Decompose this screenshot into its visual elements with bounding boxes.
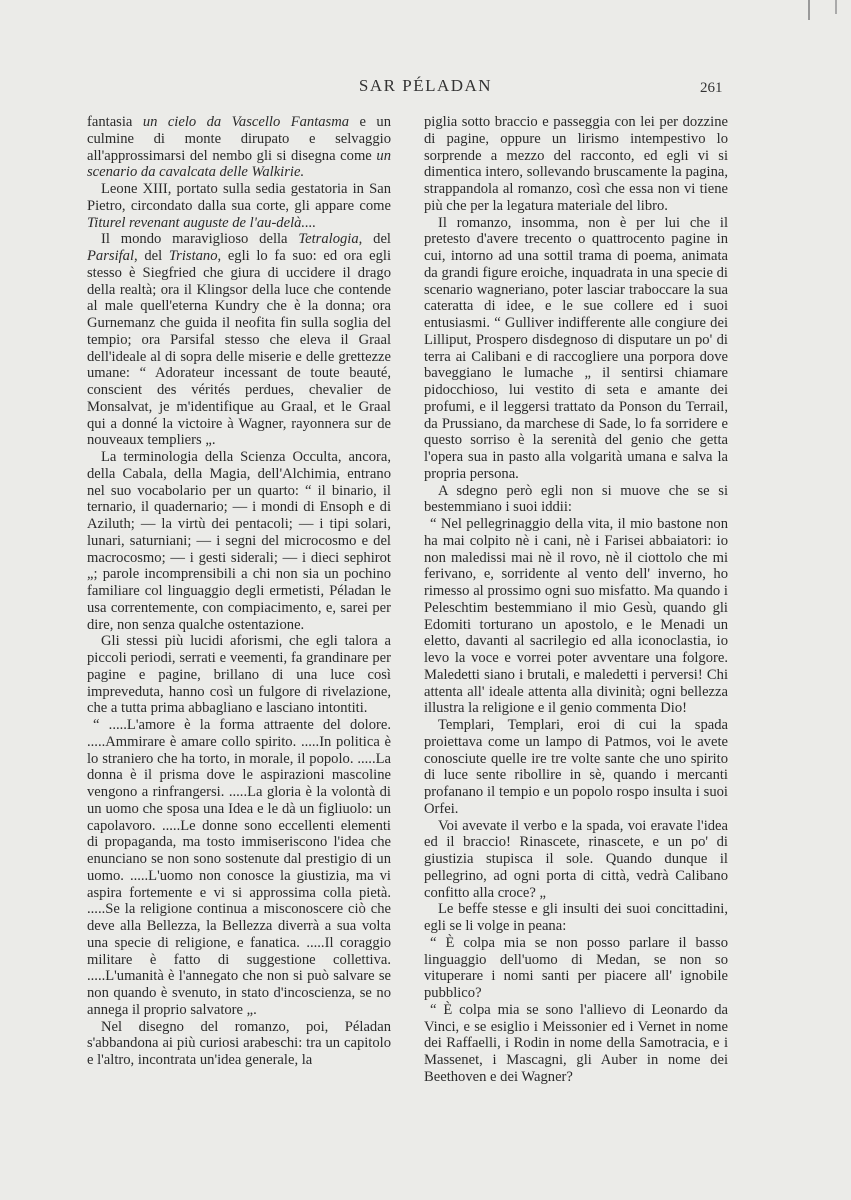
paragraph: Il mondo maraviglioso della Tetralogia, del Parsifal, del Tristano, egli lo fa suo: ed ora egli stesso è Siegfried che giura di uccidere il drago della realtà; ora il Klingsor della luce che contende al male quell'eterna Kundry che è la donna; ora Gurnemanz che guida il neofita fin sulla soglia del tempio; ora Parsifal stesso che eleva il Graal dell'ideale al di sopra delle miserie e delle grettezze umane: “ Adorateur incessant de toute beauté, conscient des vérités perdues, chevalier de Monsalvat, je m'identifique au Graal, et le Graal qui a donné la victoire à Wagner, rayonnera sur de nouveaux templiers „. xyxy=(87,231,391,449)
page-number: 261 xyxy=(700,80,723,96)
scan-edge-mark xyxy=(808,0,810,20)
paragraph: Leone XIII, portato sulla sedia gestatoria in San Pietro, circondato dalla sua corte, gli appare come Titurel revenant auguste de l'au-delà.... xyxy=(87,181,391,231)
italic-title: Parsifal xyxy=(87,248,135,264)
left-column xyxy=(87,114,391,1069)
paragraph: fantasia un cielo da Vascello Fantasma e un culmine di monte dirupato e selvaggio all'approssimarsi del nembo gli si disegna come un scenario da cavalcata delle Walkirie. xyxy=(87,114,391,181)
italic-title: Tetralogia xyxy=(298,231,359,248)
paragraph: Il romanzo, insomma, non è per lui che il pretesto d'avere trecento o quattrocento pagine in cui, intorno ad una sottil trama di poema, animata da grandi figure eroiche, inquadrata in una specie di scenario wagneriano, poter lasciar traboccare la sua cateratta di idee, e le sue collere ed i suoi entusiasmi. “ Gulliver indifferente alle congiure dei Lilliput, Prospero disdegnoso di disputare un po' di terra ai Calibani e di raccogliere una porpora dove baveggiano le lumache „ il sentirsi chiamare pidocchioso, lui vestito di seta e amante dei profumi, e il leggersi trattato da Ponson du Terrail, da Prussiano, da marchese di Sade, lo fa sorridere e questo sorriso è la serenità del genio che getta l'opera sua in pasto alla volgarità umana e salva la propria persona. xyxy=(424,214,728,482)
paragraph: Le beffe stesse e gli insulti dei suoi concittadini, egli se li volge in peana: xyxy=(424,901,728,934)
right-column xyxy=(424,114,728,1086)
paragraph: piglia sotto braccio e passeggia con lei per dozzine di pagine, oppure un lirismo intempestivo lo sorprende a mezzo del racconto, ed egli vi si dimentica intero, sollevando bruscamente la pagina, strappandola al romanzo, così che essa non vi tiene più che per la legatura materiale del libro. xyxy=(424,114,728,214)
italic-title: Titurel revenant auguste de l'au-delà.... xyxy=(87,214,317,231)
paragraph: “ È colpa mia se non posso parlare il basso linguaggio dell'uomo di Medan, se non so vituperare i nomi santi per piacere all' ignobile pubblico? xyxy=(424,934,728,1001)
running-head: SAR PÉLADAN xyxy=(358,76,493,95)
paragraph: A sdegno però egli non si muove che se si bestemmiano i suoi iddii: xyxy=(424,482,728,516)
paragraph: Nel disegno del romanzo, poi, Péladan s'abbandona ai più curiosi arabeschi: tra un capitolo e l'altro, incontrata un'idea generale, la xyxy=(87,1018,391,1068)
paragraph: “ .....L'amore è la forma attraente del dolore. .....Ammirare è amare collo spirito. .....In politica è lo straniero che ha torto, in morale, il popolo. .....La donna è il prisma dove le aspirazioni mascoline vengono a rinfrangersi. .....La gloria è la volontà di un uomo che sposa una Idea e le dà un figliuolo: un capolavoro. .....Le donne sono eccellenti elementi di propaganda, ma tosto immiseriscono l'idea che enunciano se non sono sostenute dal prestigio di un uomo. .....L'uomo non conosce la giustizia, ma vi aspira fortemente e vi si approssima colla pietà. .....Se la religione continua a misconoscere ciò che deve alla Bellezza, la Bellezza diverrà a sua volta una specie di religione, e fanatica. .....Il coraggio militare è fatto di suggestione collettiva. .....L'umanità è l'annegato che non si può salvare se non quando è svenuto, in stato d'incoscienza, se no annega il proprio salvatore „. xyxy=(87,717,391,1018)
paragraph: La terminologia della Scienza Occulta, ancora, della Cabala, della Magia, dell'Alchimia, entrano nel suo vocabolario per un quarto: “ il binario, il ternario, il quadernario; — i mondi di Ensoph e di Aziluth; — la virtù dei pentacoli; — i tipi solari, lunari, saturniani; — i segni del microcosmo e del macrocosmo; — i gesti siderali; — i dieci sephirot „; parole incomprensibili a chi non sia un pochino familiare col linguaggio degli ermetisti, Péladan le usa correntemente, con compiacimento, e, sarei per dire, non senza qualche ostentazione. xyxy=(87,449,391,633)
paragraph: Templari, Templari, eroi di cui la spada proiettava come un lampo di Patmos, voi le avete conosciute quelle ire tre volte sante che uno spirito di luce sente ribollire in sè, quando i mercanti profanano il tempio e un popolo rospo insulta i suoi Orfei. xyxy=(424,717,728,817)
paragraph: Gli stessi più lucidi aforismi, che egli talora a piccoli periodi, serrati e veementi, fa grandinare per pagine e pagine, brillano di una luce così impreveduta, hanno così un fulgore di rivelazione, che a tutta prima abbagliano e lasciano intontiti. xyxy=(87,633,391,717)
italic-title: Tristano xyxy=(168,248,218,264)
italic-title: un scenario da cavalcata delle Walkirie. xyxy=(87,147,391,181)
paragraph: Voi avevate il verbo e la spada, voi eravate l'idea ed il braccio! Rinascete, rinascete, e un po' di giustizia stupisca il sole. Quando dunque il pellegrino, ad ogni porta di città, vedrà Calibano confitto alla croce? „ xyxy=(424,817,728,901)
paragraph: “ È colpa mia se sono l'allievo di Leonardo da Vinci, e se esiglio i Meissonier ed i Vernet in nome dei Raffaelli, i Rodin in nome della Samotracia, e i Massenet, i Mascagni, gli Auber in nome dei Beethoven e dei Wagner? xyxy=(424,1001,728,1085)
italic-title: un cielo da Vascello Fantasma xyxy=(142,114,350,130)
paragraph: “ Nel pellegrinaggio della vita, il mio bastone non ha mai colpito nè i cani, nè i Farisei abbaiatori: io non maledissi mai nè il rovo, nè il ciottolo che mi ferivano, e, sorridente al vento dell' inverno, ho rimesso al prossimo ogni suo misfatto. Ma quando i Peleschtim bestemmiano il mio Gesù, quando gli Edomiti torturano un apostolo, e le Menadi un eletto, davanti al sacrilegio ed alla iconoclastia, io levo la voce e vorrei poter avventare una folgore. Maledetti siano i brutali, e maledetti i perversi! Chi attenta all' ideale attenta alla divinità; ogni bellezza illustra la religione e il genio commenta Dio! xyxy=(424,516,728,717)
scan-edge-mark xyxy=(835,0,837,14)
